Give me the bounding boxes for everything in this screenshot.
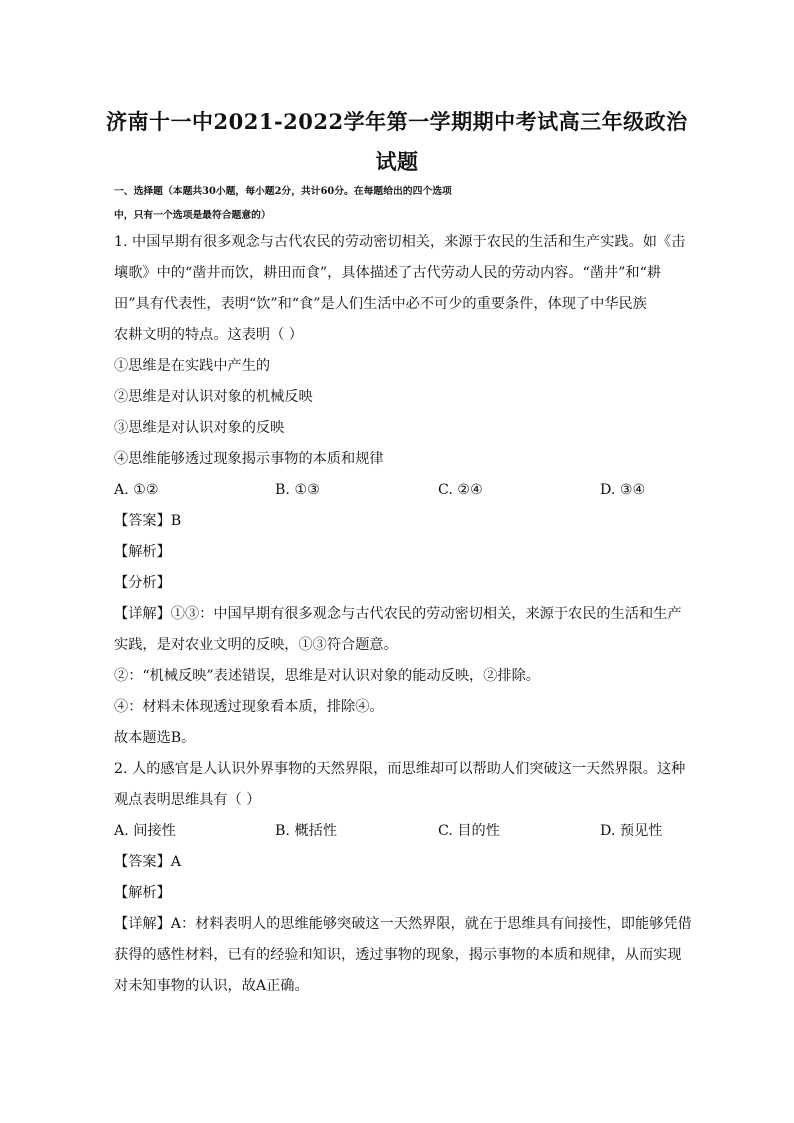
section-heading-line2: 中，只有一个选项是最符合题意的）: [114, 210, 271, 221]
q1-statement-1: ①思维是在实践中产生的: [114, 358, 271, 374]
q1-detail-line1: 【详解】①③：中国早期有很多观念与古代农民的劳动密切相关，来源于农民的生活和生产: [114, 606, 682, 622]
q1-fenxi-label: 【分析】: [114, 575, 171, 591]
q1-option-a: A. ①②: [114, 482, 159, 498]
q1-answer: 【答案】B: [114, 513, 182, 529]
q1-stem-line2: 壤歌》中的“凿井而饮，耕田而食”，具体描述了古代劳动人民的劳动内容。“凿井”和“耕: [114, 265, 662, 281]
page-title-line2: 试题: [375, 149, 419, 174]
q2-option-b: B. 概括性: [275, 823, 338, 839]
q2-detail-line3: 对未知事物的认识，故A正确。: [114, 978, 309, 994]
q2-analysis-label: 【解析】: [114, 885, 171, 901]
q1-detail-line2: 实践，是对农业文明的反映，①③符合题意。: [114, 637, 398, 653]
q1-option-b: B. ①③: [275, 482, 320, 498]
q1-detail-line3: ②：“机械反映”表述错误，思维是对认识对象的能动反映，②排除。: [114, 668, 540, 684]
q2-stem-line2: 观点表明思维具有（ ）: [114, 792, 261, 808]
q1-option-c: C. ②④: [438, 482, 483, 498]
q2-option-a: A. 间接性: [114, 823, 176, 839]
q1-detail-line4: ④：材料未体现透过现象看本质，排除④。: [114, 699, 384, 715]
section-heading-line1: 一、选择题（本题共30小题，每小题2分，共计60分。在每题给出的四个选项: [114, 186, 452, 197]
q1-statement-2: ②思维是对认识对象的机械反映: [114, 389, 313, 405]
q2-detail-line1: 【详解】A：材料表明人的思维能够突破这一天然界限，就在于思维具有间接性，即能够凭借: [114, 916, 692, 932]
q2-stem-line1: 2. 人的感官是人认识外界事物的天然界限，而思维却可以帮助人们突破这一天然界限。这种: [114, 761, 686, 777]
q2-option-d: D. 预见性: [600, 823, 663, 839]
q1-detail-line5: 故本题选B。: [114, 730, 196, 746]
q1-stem-line1: 1. 中国早期有很多观念与古代农民的劳动密切相关，来源于农民的生活和生产实践。如《击: [114, 234, 686, 250]
q1-analysis-label: 【解析】: [114, 544, 171, 560]
q1-statement-4: ④思维能够透过现象揭示事物的本质和规律: [114, 451, 384, 467]
q1-stem-line4: 农耕文明的特点。这表明（ ）: [114, 327, 303, 343]
q1-stem-line3: 田”具有代表性，表明“饮”和“食”是人们生活中必不可少的重要条件，体现了中华民族: [114, 296, 647, 312]
q1-option-d: D. ③④: [600, 482, 646, 498]
page-title-line1: 济南十一中2021-2022学年第一学期期中考试高三年级政治: [106, 109, 688, 134]
q2-option-c: C. 目的性: [438, 823, 500, 839]
q2-answer: 【答案】A: [114, 854, 181, 870]
q2-detail-line2: 获得的感性材料，已有的经验和知识，透过事物的现象，揭示事物的本质和规律，从而实现: [114, 947, 682, 963]
q1-statement-3: ③思维是对认识对象的反映: [114, 420, 285, 436]
